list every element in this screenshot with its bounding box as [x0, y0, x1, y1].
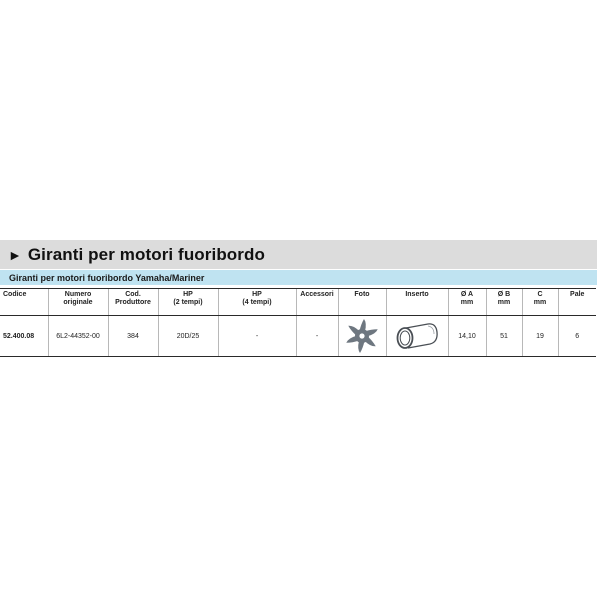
cell-hp-2-tempi: 20D/25 [158, 316, 218, 357]
col-header-c: C mm [522, 289, 558, 316]
col-header-hp-2-tempi: HP (2 tempi) [158, 289, 218, 316]
insert-sleeve-photo [392, 317, 442, 355]
cell-hp-4-tempi: - [218, 316, 296, 357]
cell-accessori: - [296, 316, 338, 357]
section-title: Giranti per motori fuoribordo [27, 244, 265, 264]
table-header-row [0, 289, 596, 316]
cell-inserto [386, 316, 448, 357]
cell-foto [338, 316, 386, 357]
section-header [0, 240, 597, 269]
subsection-title: Giranti per motori fuoribordo Yamaha/Mariner [9, 272, 205, 283]
col-header-dia-b: Ø B mm [486, 289, 522, 316]
cell-numero-originale: 6L2-44352-00 [48, 316, 108, 357]
subsection-header [0, 270, 597, 285]
col-header-hp-4-tempi: HP (4 tempi) [218, 289, 296, 316]
col-header-pale: Pale [558, 289, 596, 316]
col-header-codice: Codice [0, 289, 48, 316]
col-header-inserto: Inserto [386, 289, 448, 316]
cell-codice: 52.400.08 [0, 316, 48, 357]
cell-c: 19 [522, 316, 558, 357]
product-table [0, 288, 596, 357]
col-header-accessori: Accessori [296, 289, 338, 316]
col-header-numero-originale: Numero originale [48, 289, 108, 316]
col-header-cod-produttore: Cod. Produttore [108, 289, 158, 316]
cell-dia-a: 14,10 [448, 316, 486, 357]
col-header-foto: Foto [338, 289, 386, 316]
cell-dia-b: 51 [486, 316, 522, 357]
col-header-dia-a: Ø A mm [448, 289, 486, 316]
table-row [0, 316, 596, 357]
cell-cod-produttore: 384 [108, 316, 158, 357]
cell-pale: 6 [558, 316, 596, 357]
impeller-photo [341, 317, 383, 355]
play-arrow-icon: ► [8, 246, 22, 263]
